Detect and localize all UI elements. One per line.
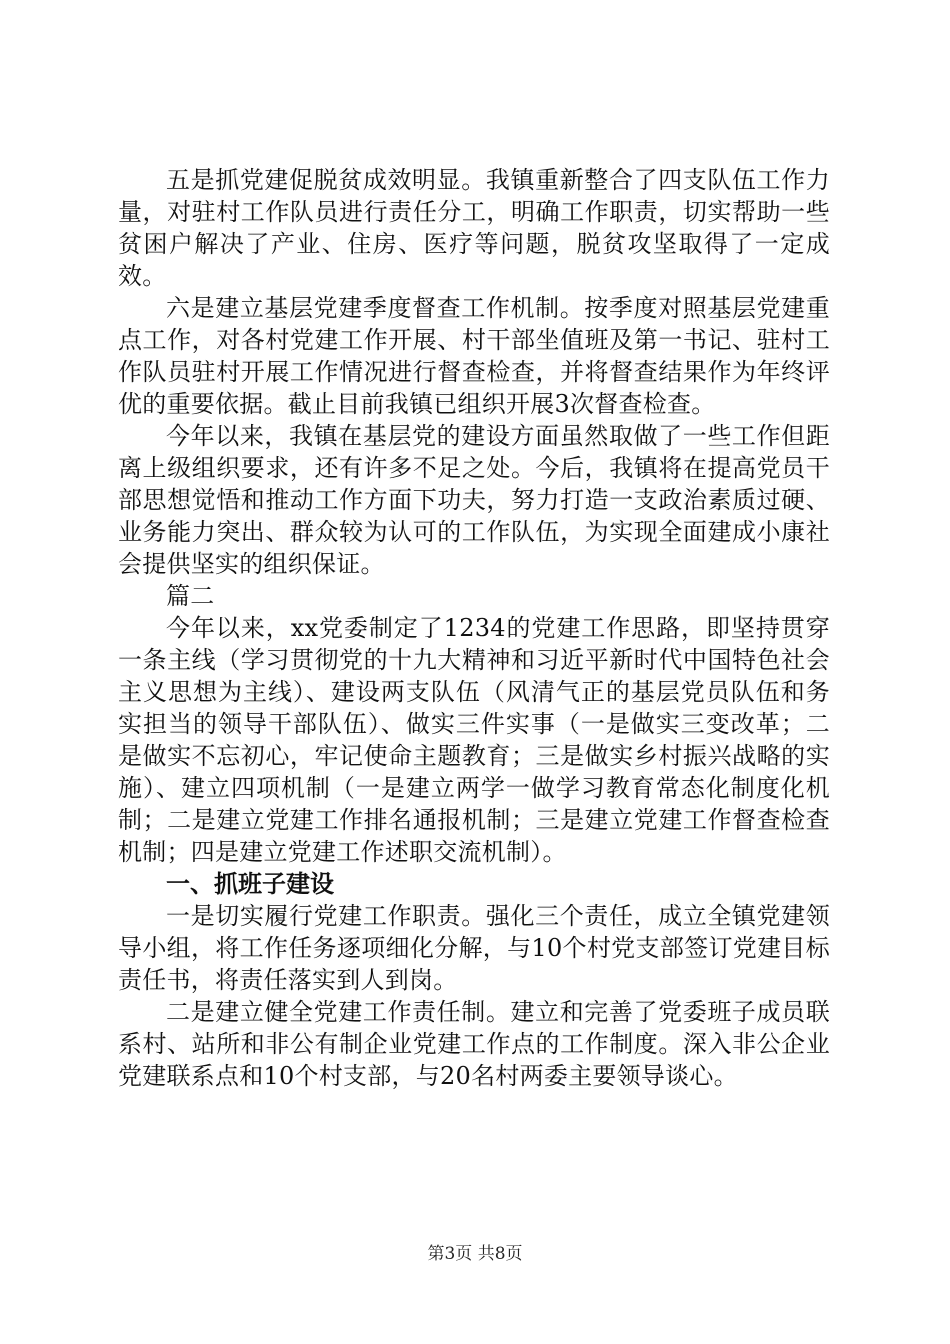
page-number-footer: 第3页 共8页 (427, 1244, 523, 1264)
paragraph-quarterly-inspection: 六是建立基层党建季度督查工作机制。按季度对照基层党建重点工作，对各村党建工作开展、村干部坐值班及第一书记、驻村工作队员驻村开展工作情况进行督查检查，并将督查结果作为年终评优的重要依据。截止目前我镇已组织开展3次督查检查。 (118, 294, 830, 418)
paragraph-poverty-alleviation: 五是抓党建促脱贫成效明显。我镇重新整合了四支队伍工作力量，对驻村工作队员进行责任分工，明确工作职责，切实帮助一些贫困户解决了产业、住房、医疗等问题，脱贫攻坚取得了一定成效。 (118, 166, 830, 290)
paragraph-responsibility-system: 二是建立健全党建工作责任制。建立和完善了党委班子成员联系村、站所和非公有制企业党建工作点的工作制度。深入非公企业党建联系点和10个村支部，与20名村两委主要领导谈心。 (118, 998, 830, 1090)
document-body (118, 164, 830, 1092)
paragraph-work-approach: 今年以来，xx党委制定了1234的党建工作思路，即坚持贯穿一条主线（学习贯彻党的十九大精神和习近平新时代中国特色社会主义思想为主线）、建设两支队伍（风清气正的基层党员队伍和务实担当的领导干部队伍）、做实三件实事（一是做实三变改革；二是做实不忘初心，牢记使命主题教育；三是做实乡村振兴战略的实施）、建立四项机制（一是建立两学一做学习教育常态化制度化机制；二是建立党建工作排名通报机制；三是建立党建工作督查检查机制；四是建立党建工作述职交流机制）。 (118, 614, 830, 866)
paragraph-summary: 今年以来，我镇在基层党的建设方面虽然取做了一些工作但距离上级组织要求，还有许多不足之处。今后，我镇将在提高党员干部思想觉悟和推动工作方面下功夫，努力打造一支政治素质过硬、业务能力突出、群众较为认可的工作队伍，为实现全面建成小康社会提供坚实的组织保证。 (118, 422, 830, 578)
section-heading: 一、抓班子建设 (166, 870, 334, 898)
paragraph-responsibility: 一是切实履行党建工作职责。强化三个责任，成立全镇党建领导小组，将工作任务逐项细化分解，与10个村党支部签订党建目标责任书，将责任落实到人到岗。 (118, 902, 830, 994)
section-label-part-two: 篇二 (166, 582, 215, 610)
